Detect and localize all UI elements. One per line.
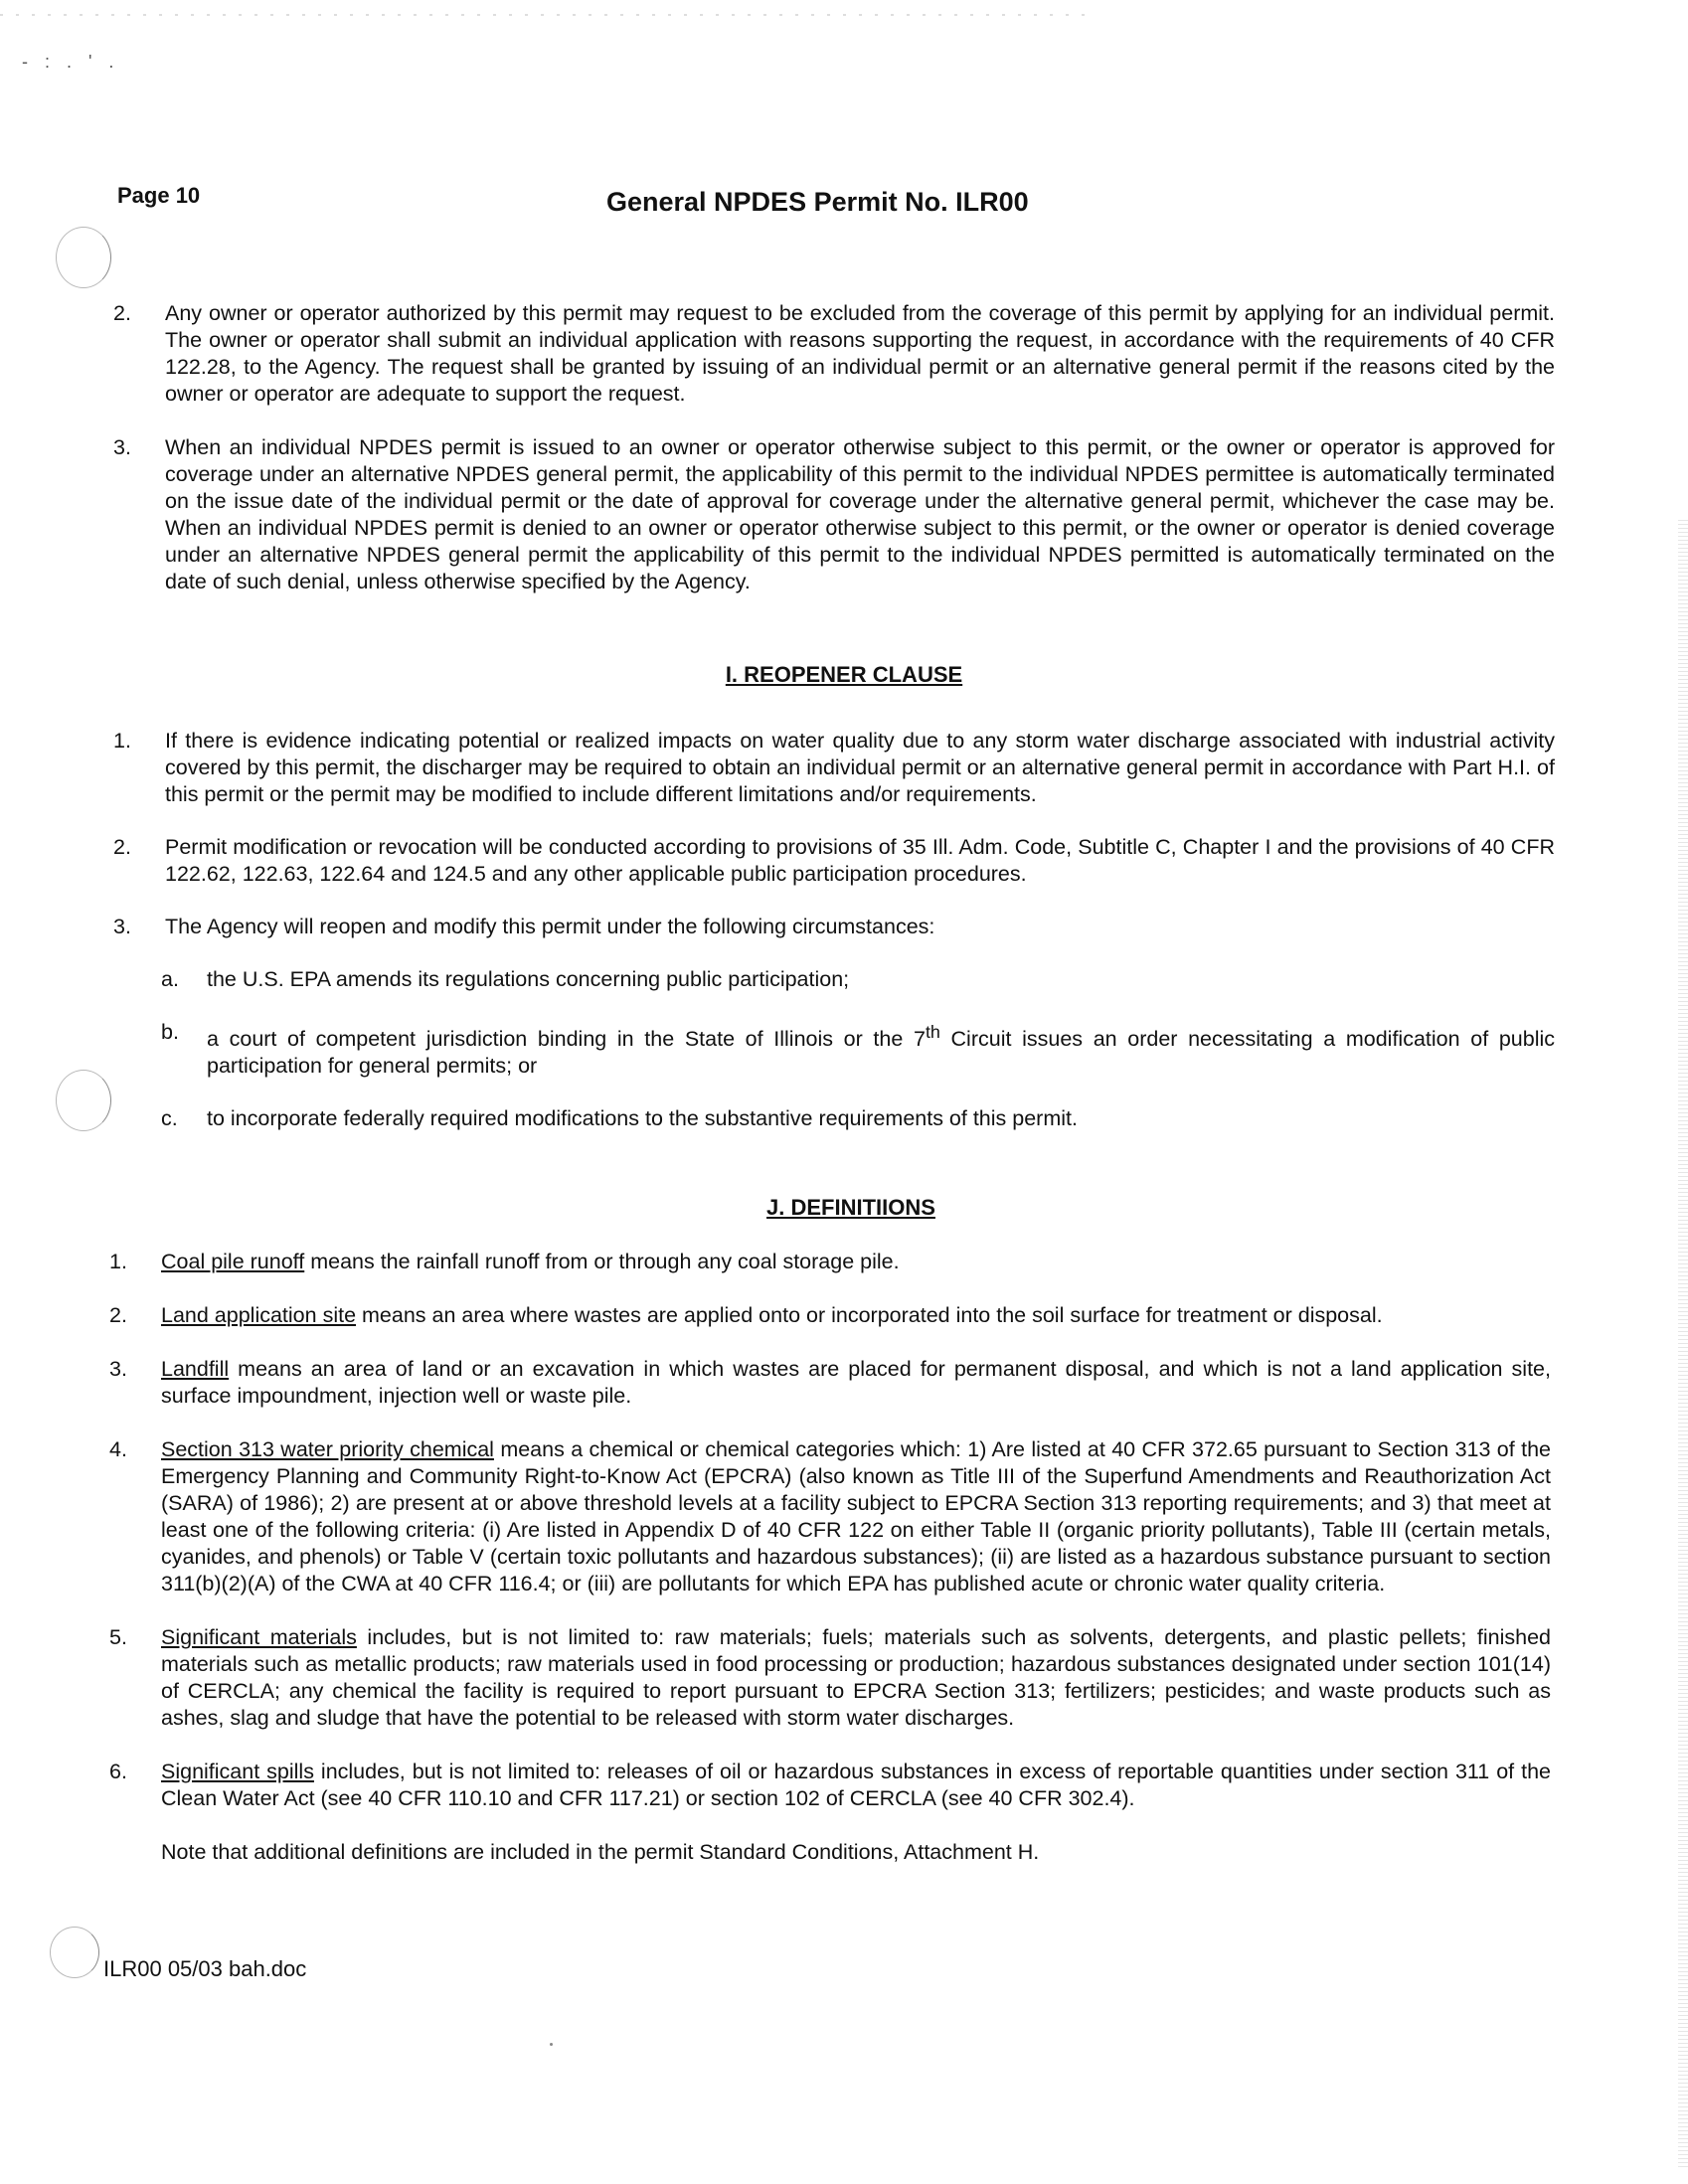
definition-text: means the rainfall runoff from or through any coal storage pile. (304, 1250, 900, 1273)
scan-speck (550, 2043, 553, 2046)
scan-specks: - : . ' . (22, 52, 120, 72)
punch-hole-top (56, 227, 111, 288)
definition-item (107, 1436, 1551, 1597)
section-title-definitions: J. DEFINITIIONS (766, 1195, 935, 1220)
definition-text: includes, but is not limited to: releases of oil or hazardous substances in excess of reportable quantities under section 311 of the Clean Water Act (see 40 CFR 110.10 and CFR 117.21) or section 102 of CERCLA (see 40 CFR 302.4). (161, 1760, 1551, 1810)
defined-term: Significant spills (161, 1760, 314, 1783)
definitions-note (107, 1839, 1551, 1866)
definition-item (107, 1624, 1551, 1732)
sub-list-item (111, 1105, 1555, 1132)
item-text: The Agency will reopen and modify this permit under the following circumstances: (165, 915, 935, 938)
item-number: 2. (113, 301, 131, 325)
defined-term: Coal pile runoff (161, 1250, 305, 1273)
item-letter: a. (161, 967, 179, 991)
punch-hole-bottom (50, 1927, 99, 1978)
item-number: 1. (113, 729, 131, 753)
list-item (111, 914, 1555, 940)
list-item (111, 834, 1555, 888)
defined-term: Land application site (161, 1303, 357, 1327)
punch-hole-middle (56, 1070, 111, 1131)
note-text: Note that additional definitions are included in the permit Standard Conditions, Attachment H. (161, 1840, 1040, 1864)
definition-text: means an area of land or an excavation in which wastes are placed for permanent disposal, and which is not a land application site, surface impoundment, injection well or waste pile. (161, 1357, 1551, 1408)
scan-noise-top (0, 14, 1094, 16)
item-letter: c. (161, 1106, 178, 1131)
defined-term: Landfill (161, 1357, 230, 1381)
item-text-end: Circuit issues an order necessitating a modification of public participation for general permits; or (207, 1027, 1555, 1079)
definition-text: means an area where wastes are applied onto or incorporated into the soil surface for treatment or disposal. (356, 1303, 1383, 1327)
superscript: th (925, 1022, 940, 1042)
reopener-section (111, 728, 1555, 1132)
permit-title: General NPDES Permit No. ILR00 (606, 187, 1029, 217)
defined-term: Section 313 water priority chemical (161, 1437, 494, 1461)
item-number: 5. (109, 1625, 127, 1649)
item-number: 3. (113, 435, 131, 459)
item-text: Permit modification or revocation will be conducted according to provisions of 35 Ill. Adm. Code, Subtitle C, Chapter I and the provisions of 40 CFR 122.62, 122.63, 122.64 and 124.5 and any other applicable public participation procedures. (165, 835, 1555, 886)
definition-item (107, 1249, 1551, 1275)
item-text: Any owner or operator authorized by this permit may request to be excluded from the coverage of this permit by applying for an individual permit. The owner or operator shall submit an individual application with reasons supporting the request, in accordance with the requirements of 40 CFR 122.28, to the Agency. The request shall be granted by issuing of an individual permit or an alternative general permit if the reasons cited by the owner or operator are adequate to support the request. (165, 301, 1555, 406)
item-text: When an individual NPDES permit is issued to an owner or operator otherwise subject to this permit, or the owner or operator is approved for coverage under an alternative NPDES general permit, the applicability of this permit to the individual NPDES permittee is automatically terminated on the issue date of the individual permit or the date of approval for coverage under the alternative general permit, whichever the case may be. When an individual NPDES permit is denied to an owner or operator otherwise subject to this permit, or the owner or operator is denied coverage under an alternative NPDES general permit the applicability of this permit to the individual NPDES permitted is automatically terminated on the date of such denial, unless otherwise specified by the Agency. (165, 435, 1555, 593)
page-number: Page 10 (117, 183, 201, 208)
item-number: 2. (109, 1303, 127, 1327)
sub-list-item (111, 966, 1555, 993)
list-item (111, 728, 1555, 808)
intro-section (111, 300, 1555, 595)
definition-text: means a chemical or chemical categories which: 1) Are listed at 40 CFR 372.65 pursuant to Section 313 of the Emergency Planning and Community Right-to-Know Act (EPCRA) (also known as Title III of the Superfund Amendments and Reauthorization Act (SARA) of 1986); 2) are present at or above threshold levels at a facility subject to EPCRA Section 313 reporting requirements; and 3) that meet at least one of the following criteria: (i) Are listed in Appendix D of 40 CFR 122 on either Table II (organic priority pollutants), Table III (certain metals, cyanides, and phenols) or Table V (certain toxic pollutants and hazardous substances); (ii) are listed as a hazardous substance pursuant to section 311(b)(2)(A) of the CWA at 40 CFR 116.4; or (iii) are pollutants for which EPA has published acute or chronic water quality criteria. (161, 1437, 1551, 1596)
item-number: 3. (109, 1357, 127, 1381)
definitions-section (107, 1249, 1551, 1866)
sub-list-item (111, 1019, 1555, 1080)
item-number: 3. (113, 915, 131, 938)
definition-text: includes, but is not limited to: raw materials; fuels; materials such as solvents, detergents, and plastic pellets; finished materials such as metallic products; raw materials used in food processing or production; hazardous substances designated under section 101(14) of CERCLA; any chemical the facility is required to report pursuant to EPCRA Section 313; fertilizers; pesticides; and waste products such as ashes, slag and sludge that have the potential to be released with storm water discharges. (161, 1625, 1552, 1730)
item-number: 1. (109, 1250, 127, 1273)
item-text: to incorporate federally required modifications to the substantive requirements of this permit. (207, 1106, 1078, 1131)
defined-term: Significant materials (161, 1625, 357, 1649)
definition-item (107, 1356, 1551, 1410)
section-title-reopener: I. REOPENER CLAUSE (725, 662, 963, 687)
list-item (111, 434, 1555, 595)
item-text-start: a court of competent jurisdiction binding in the State of Illinois or the 7 (207, 1027, 926, 1052)
definition-item (107, 1759, 1551, 1812)
item-number: 4. (109, 1437, 127, 1461)
item-letter: b. (161, 1020, 179, 1044)
list-item (111, 300, 1555, 408)
footer-doc-id: ILR00 05/03 bah.doc (103, 1956, 307, 1981)
item-text: the U.S. EPA amends its regulations concerning public participation; (207, 967, 850, 991)
scan-edge-artifact (1678, 517, 1688, 2167)
definition-item (107, 1302, 1551, 1329)
item-number: 6. (109, 1760, 127, 1783)
item-number: 2. (113, 835, 131, 859)
item-text: If there is evidence indicating potential or realized impacts on water quality due to any storm water discharge associated with industrial activity covered by this permit, the discharger may be required to obtain an individual permit or an alternative general permit in accordance with Part H.I. of this permit or the permit may be modified to include different limitations and/or requirements. (165, 729, 1555, 806)
